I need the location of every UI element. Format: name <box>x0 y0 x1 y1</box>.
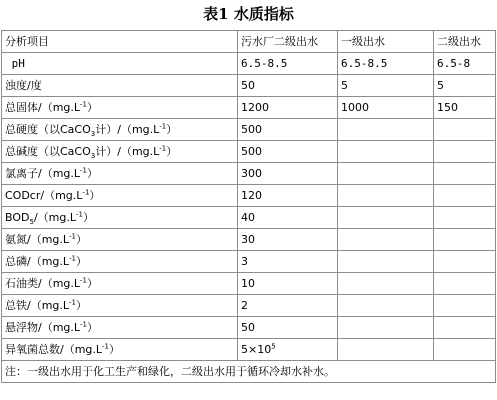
value-cell <box>338 163 434 185</box>
value-cell <box>338 317 434 339</box>
table-row <box>2 141 496 163</box>
item-name-suffix: ） <box>109 343 121 356</box>
value-cell <box>434 163 496 185</box>
unit-exponent: -1 <box>80 320 88 329</box>
value-cell <box>338 273 434 295</box>
table-title: 表1 水质指标 <box>203 5 294 23</box>
item-name: 总固体/（mg.L <box>5 101 81 114</box>
item-name: 总磷/（mg.L <box>5 255 70 268</box>
value-cell <box>338 251 434 273</box>
table-row <box>2 163 496 185</box>
item-name-cell <box>2 207 238 229</box>
item-name: 氨氮/（mg.L <box>5 233 70 246</box>
item-name-cell: 浊度/度 <box>2 75 238 97</box>
value-cell <box>434 229 496 251</box>
item-name: 总硬度（以CaCO <box>5 123 91 136</box>
value-cell: 1000 <box>338 97 434 119</box>
item-name-suffix: ） <box>166 145 178 158</box>
value-cell <box>434 295 496 317</box>
header-cell: 污水厂二级出水 <box>238 31 338 53</box>
value-cell <box>338 119 434 141</box>
table-row <box>2 317 496 339</box>
header-cell: 一级出水 <box>338 31 434 53</box>
item-name: 总铁/（mg.L <box>5 299 70 312</box>
table-row <box>2 295 496 317</box>
item-name-cell <box>2 339 238 361</box>
table-row <box>2 119 496 141</box>
unit-exponent: -1 <box>102 342 110 351</box>
value-cell: 6.5-8.5 <box>338 53 434 75</box>
item-name-cell <box>2 97 238 119</box>
item-name-cell <box>2 119 238 141</box>
item-name: 悬浮物/（mg.L <box>5 321 81 334</box>
unit-exponent: -1 <box>159 144 167 153</box>
value-cell <box>338 339 434 361</box>
item-name-cell <box>2 273 238 295</box>
value-cell: 6.5-8.5 <box>238 53 338 75</box>
item-name-suffix: ） <box>76 255 88 268</box>
unit-exponent: -1 <box>80 100 88 109</box>
item-name-middle: 计）/（mg.L <box>95 145 160 158</box>
value-cell: 50 <box>238 317 338 339</box>
value-cell: 30 <box>238 229 338 251</box>
value-cell: 150 <box>434 97 496 119</box>
header-cell: 二级出水 <box>434 31 496 53</box>
header-cell: 分析项目 <box>2 31 238 53</box>
table-row <box>2 75 496 97</box>
item-name-suffix: ） <box>87 321 99 334</box>
unit-exponent: -1 <box>80 166 88 175</box>
item-name-cell <box>2 295 238 317</box>
item-name-suffix: ） <box>87 101 99 114</box>
unit-exponent: -1 <box>80 276 88 285</box>
item-name-middle: 计）/（mg.L <box>95 123 160 136</box>
unit-exponent: -1 <box>75 210 83 219</box>
formula-subscript: 3 <box>90 130 96 139</box>
value-cell: 500 <box>238 141 338 163</box>
header-row <box>2 31 496 53</box>
value-cell: 40 <box>238 207 338 229</box>
value-cell: 6.5-8 <box>434 53 496 75</box>
value-cell: 50 <box>238 75 338 97</box>
item-name-suffix: ） <box>87 167 99 180</box>
value-cell <box>434 339 496 361</box>
item-name-middle: /（mg.L <box>33 211 76 224</box>
value-cell <box>434 251 496 273</box>
value-cell: 5 <box>338 75 434 97</box>
item-name: BOD <box>5 211 30 224</box>
table-row <box>2 185 496 207</box>
formula-subscript: 5 <box>29 218 34 227</box>
value-cell: 10 <box>238 273 338 295</box>
value-cell <box>338 295 434 317</box>
value-cell: 120 <box>238 185 338 207</box>
value-cell <box>338 207 434 229</box>
item-name-suffix: ） <box>82 211 94 224</box>
item-name: 氯离子/（mg.L <box>5 167 81 180</box>
value-exponent: 5 <box>271 342 276 351</box>
value-cell: 500 <box>238 119 338 141</box>
table-row <box>2 207 496 229</box>
item-name-cell <box>2 229 238 251</box>
value-cell <box>434 185 496 207</box>
item-name-suffix: ） <box>166 123 178 136</box>
table-row <box>2 273 496 295</box>
table-row <box>2 339 496 361</box>
value-cell <box>434 119 496 141</box>
value-cell <box>434 317 496 339</box>
item-name: pH <box>11 57 25 70</box>
value-cell <box>338 229 434 251</box>
value-cell <box>434 207 496 229</box>
item-name-cell <box>2 53 238 75</box>
formula-subscript: 3 <box>90 152 96 161</box>
item-name: CODcr/（mg.L <box>5 189 83 202</box>
item-name-suffix: ） <box>76 299 88 312</box>
unit-exponent: -1 <box>159 122 167 131</box>
item-name-cell <box>2 141 238 163</box>
value-cell: 300 <box>238 163 338 185</box>
table-note: 注：一级出水用于化工生产和绿化，二级出水用于循环冷却水补水。 <box>2 361 496 383</box>
item-name: 石油类/（mg.L <box>5 277 81 290</box>
item-name-cell <box>2 185 238 207</box>
value-cell <box>238 339 338 361</box>
value-mantissa: 5×10 <box>241 343 272 356</box>
item-name-cell <box>2 251 238 273</box>
unit-exponent: -1 <box>69 254 77 263</box>
table-row <box>2 97 496 119</box>
water-quality-table <box>1 30 496 383</box>
item-name: 总碱度（以CaCO <box>5 145 91 158</box>
note-row <box>2 361 496 383</box>
value-cell: 5 <box>434 75 496 97</box>
value-cell <box>434 273 496 295</box>
item-name-suffix: ） <box>76 233 88 246</box>
item-name-cell <box>2 317 238 339</box>
value-cell: 1200 <box>238 97 338 119</box>
value-cell: 2 <box>238 295 338 317</box>
value-cell <box>338 141 434 163</box>
unit-exponent: -1 <box>69 298 77 307</box>
value-cell <box>434 141 496 163</box>
value-cell: 3 <box>238 251 338 273</box>
unit-exponent: -1 <box>82 188 90 197</box>
table-row <box>2 53 496 75</box>
item-name-cell <box>2 163 238 185</box>
value-cell <box>338 185 434 207</box>
table-row <box>2 229 496 251</box>
table-row <box>2 251 496 273</box>
item-name-suffix: ） <box>87 277 99 290</box>
item-name: 异氧菌总数/（mg.L <box>5 343 103 356</box>
unit-exponent: -1 <box>69 232 77 241</box>
item-name-suffix: ） <box>89 189 101 202</box>
